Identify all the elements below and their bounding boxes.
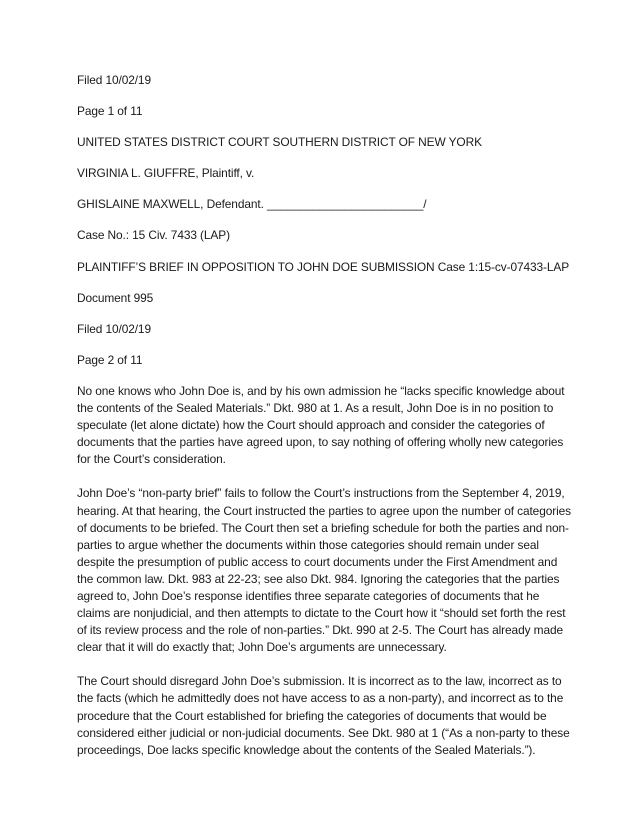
filing-date: Filed 10/02/19: [77, 73, 151, 87]
court-name: UNITED STATES DISTRICT COURT SOUTHERN DISTRICT OF NEW YORK: [77, 135, 482, 150]
page-number: Page 1 of 11: [77, 104, 143, 119]
filing-date-2: Filed 10/02/19: [77, 321, 151, 336]
body-paragraph-2: John Doe’s “non-party brief” fails to follow the Court’s instructions from the September 4, 2019, hearing. At that hearing, the Court instructed the parties to agree upon the number of categories of documents to be briefed. The Court then set a briefing schedule for both the parties and non-parties to argue whether the documents within those categories should remain under seal despite the presumption of public access to court documents under the First Amendment and the common law. Dkt. 983 at 22-23; see also Dkt. 984. Ignoring the categories that the parties agreed to, John Doe’s response identifies three separate categories of documents that he claims are nonjudicial, and then attempts to dictate to the Court how it “should set forth the rest of its review process and the role of non-parties.” Dkt. 990 at 2-5. The Court has already made clear that it will do exactly that; John Doe’s arguments are unnecessary.: [77, 486, 571, 655]
document-number: Document 995: [77, 290, 154, 305]
plaintiff-line: VIRGINIA L. GIUFFRE, Plaintiff, v.: [77, 166, 255, 181]
page-number-2: Page 2 of 11: [77, 352, 143, 367]
body-paragraph-3: The Court should disregard John Doe’s submission. It is incorrect as to the law, incorrect as to the facts (which he admittedly does not have access to as a non-party), and incorrect as to the procedure that the Court established for briefing the categories of documents that would be considered either judicial or non-judicial documents. See Dkt. 980 at 1 (“As a non-party to these proceedings, Doe lacks specific knowledge about the contents of the Sealed Materials.”).: [77, 674, 570, 757]
case-number: Case No.: 15 Civ. 7433 (LAP): [77, 228, 230, 243]
body-paragraph-1: No one knows who John Doe is, and by his own admission he “lacks specific knowledge about the contents of the Sealed Materials.” Dkt. 980 at 1. As a result, John Doe is in no position to speculate (let alone dictate) how the Court should approach and consider the categories of documents that the parties have agreed upon, to say nothing of offering wholly new categories for the Court’s consideration.: [77, 383, 565, 467]
document-body: [77, 72, 573, 776]
defendant-line: GHISLAINE MAXWELL, Defendant. ________________________/: [77, 197, 427, 212]
brief-title: PLAINTIFF’S BRIEF IN OPPOSITION TO JOHN DOE SUBMISSION Case 1:15-cv-07433-LAP: [77, 259, 570, 274]
